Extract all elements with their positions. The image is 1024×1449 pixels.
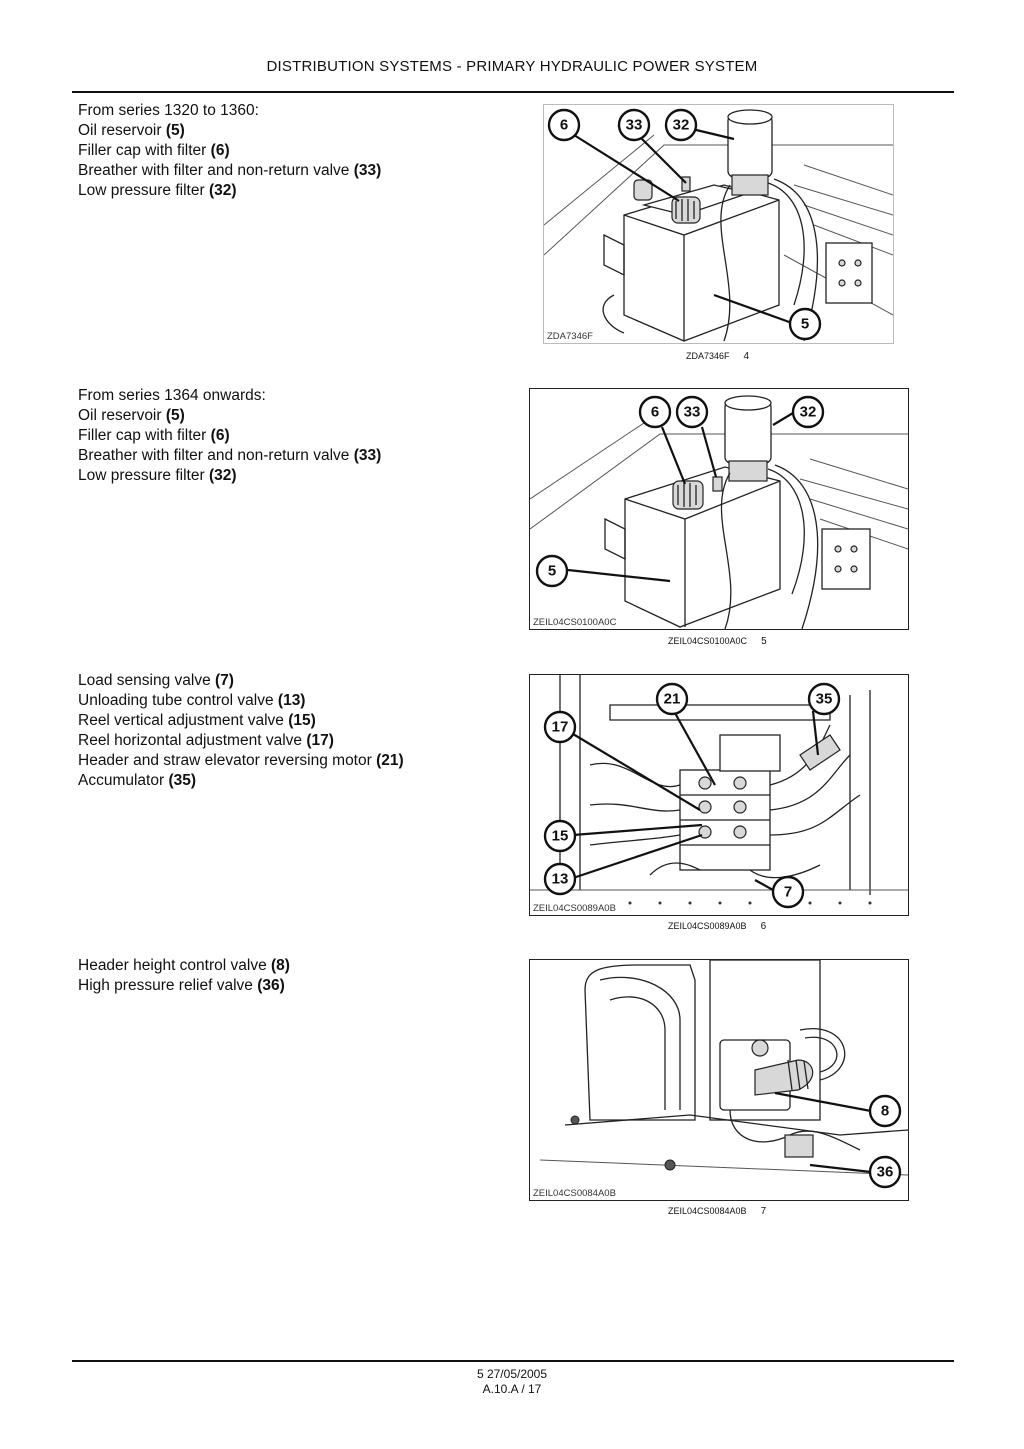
section-4-text bbox=[78, 956, 518, 996]
callout-33 bbox=[677, 397, 707, 427]
page-footer bbox=[0, 1367, 1024, 1397]
item-oil-reservoir: Oil reservoir (5) bbox=[78, 122, 185, 139]
item-accumulator: Accumulator (35) bbox=[78, 772, 197, 789]
callout-36 bbox=[870, 1157, 900, 1187]
section-2-heading: From series 1364 onwards: bbox=[78, 387, 266, 404]
footer-page-date: 5 27/05/2005 bbox=[476, 1367, 548, 1381]
figure-6-number: 6 bbox=[760, 921, 767, 932]
callout-32 bbox=[666, 110, 696, 140]
item-oil-reservoir: Oil reservoir (5) bbox=[78, 407, 185, 424]
figure-5-image-code: ZEIL04CS0100A0C bbox=[533, 617, 617, 628]
callout-6 bbox=[549, 110, 579, 140]
svg-text:8: 8 bbox=[880, 1102, 890, 1120]
section-2-text bbox=[78, 386, 518, 486]
callout-5 bbox=[537, 556, 567, 586]
item-low-pressure-filter: Low pressure filter (32) bbox=[78, 182, 237, 199]
item-reversing-motor: Header and straw elevator reversing motor (21) bbox=[78, 752, 404, 769]
callout-17 bbox=[545, 712, 575, 742]
svg-text:35: 35 bbox=[815, 690, 833, 708]
figure-6-illustration bbox=[529, 674, 909, 916]
svg-text:36: 36 bbox=[876, 1163, 894, 1181]
svg-text:5: 5 bbox=[547, 562, 557, 580]
svg-text:7: 7 bbox=[783, 883, 793, 901]
section-1-heading: From series 1320 to 1360: bbox=[78, 102, 259, 119]
figure-4-illustration bbox=[543, 104, 894, 344]
item-unloading-tube-valve: Unloading tube control valve (13) bbox=[78, 692, 306, 709]
header-rule bbox=[72, 91, 954, 93]
svg-text:32: 32 bbox=[799, 403, 817, 421]
page-header-title: DISTRIBUTION SYSTEMS - PRIMARY HYDRAULIC POWER SYSTEM bbox=[266, 58, 758, 75]
callout-5 bbox=[790, 309, 820, 339]
callout-33 bbox=[619, 110, 649, 140]
svg-text:21: 21 bbox=[663, 690, 681, 708]
item-filler-cap: Filler cap with filter (6) bbox=[78, 142, 230, 159]
section-1-text bbox=[78, 101, 518, 201]
svg-text:33: 33 bbox=[625, 116, 643, 134]
figure-7-caption: ZEIL04CS0084A0B 7 bbox=[668, 1206, 767, 1217]
section-3-text bbox=[78, 671, 518, 791]
item-filler-cap: Filler cap with filter (6) bbox=[78, 427, 230, 444]
callout-15 bbox=[545, 821, 575, 851]
svg-text:6: 6 bbox=[650, 403, 660, 421]
figure-5-number: 5 bbox=[761, 636, 767, 647]
callout-21 bbox=[657, 684, 687, 714]
footer-rule bbox=[72, 1360, 954, 1362]
figure-5-caption: ZEIL04CS0100A0C 5 bbox=[668, 636, 767, 647]
figure-4-image-code: ZDA7346F bbox=[547, 331, 593, 342]
svg-text:13: 13 bbox=[551, 870, 569, 888]
item-header-height-valve: Header height control valve (8) bbox=[78, 957, 290, 974]
footer-section-ref: A.10.A / 17 bbox=[482, 1382, 542, 1396]
item-breather: Breather with filter and non-return valve (33) bbox=[78, 162, 382, 179]
item-high-pressure-relief-valve: High pressure relief valve (36) bbox=[78, 977, 285, 994]
svg-text:5: 5 bbox=[800, 315, 810, 333]
callout-35 bbox=[809, 684, 839, 714]
figure-7-number: 7 bbox=[760, 1206, 767, 1217]
item-breather: Breather with filter and non-return valve (33) bbox=[78, 447, 382, 464]
figure-6-image-code: ZEIL04CS0089A0B bbox=[533, 903, 616, 914]
item-reel-vertical-valve: Reel vertical adjustment valve (15) bbox=[78, 712, 316, 729]
item-reel-horizontal-valve: Reel horizontal adjustment valve (17) bbox=[78, 732, 334, 749]
item-load-sensing-valve: Load sensing valve (7) bbox=[78, 672, 234, 689]
figure-4-caption: ZDA7346F 4 bbox=[686, 351, 750, 362]
svg-text:17: 17 bbox=[551, 718, 569, 736]
svg-text:32: 32 bbox=[672, 116, 690, 134]
svg-text:6: 6 bbox=[559, 116, 569, 134]
figure-5-illustration bbox=[529, 388, 909, 630]
figure-7-illustration bbox=[529, 959, 909, 1201]
figure-7-image-code: ZEIL04CS0084A0B bbox=[533, 1188, 616, 1199]
svg-text:15: 15 bbox=[551, 827, 569, 845]
svg-text:33: 33 bbox=[683, 403, 701, 421]
callout-8 bbox=[870, 1096, 900, 1126]
item-low-pressure-filter: Low pressure filter (32) bbox=[78, 467, 237, 484]
figure-4-number: 4 bbox=[743, 351, 750, 362]
callout-6 bbox=[640, 397, 670, 427]
callout-13 bbox=[545, 864, 575, 894]
callout-32 bbox=[793, 397, 823, 427]
figure-6-caption: ZEIL04CS0089A0B 6 bbox=[668, 921, 767, 932]
callout-7 bbox=[773, 877, 803, 907]
